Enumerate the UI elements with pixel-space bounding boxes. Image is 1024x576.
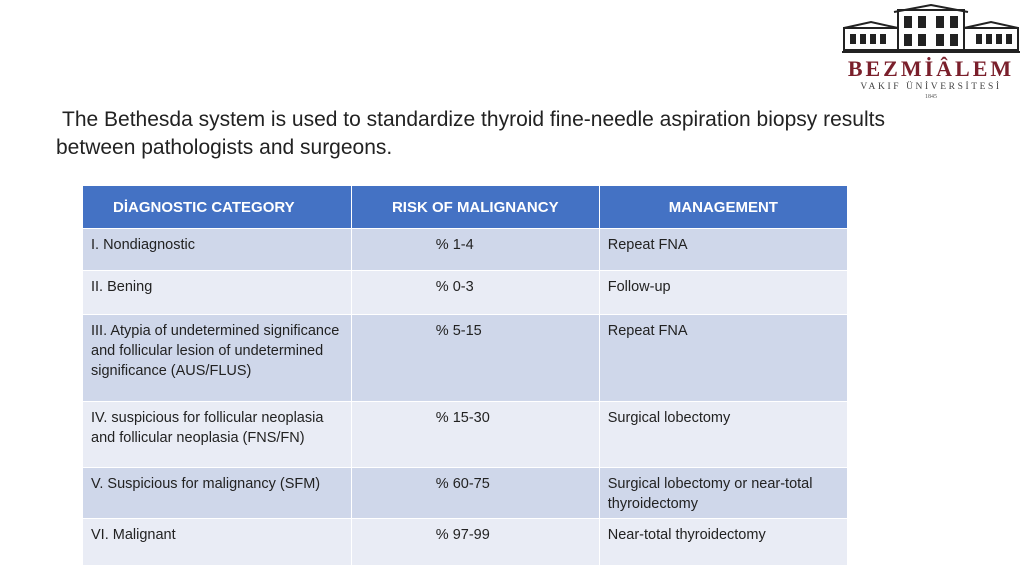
risk-cell: % 1-4 [351,229,599,271]
risk-cell: % 97-99 [351,519,599,565]
table-row [83,402,848,468]
management-cell: Repeat FNA [599,315,847,402]
table-row [83,519,848,565]
university-logo [842,4,1020,102]
management-cell: Near-total thyroidectomy [599,519,847,565]
risk-cell: % 60-75 [351,468,599,519]
management-cell: Repeat FNA [599,229,847,271]
building-icon [842,4,1020,56]
bethesda-table [83,186,848,565]
table-row [83,229,848,271]
category-cell: VI. Malignant [83,519,351,565]
category-cell: IV. suspicious for follicular neoplasia and follicular neoplasia (FNS/FN) [83,402,351,468]
risk-cell: % 5-15 [351,315,599,402]
logo-subtitle: VAKIF ÜNİVERSİTESİ [860,82,1002,92]
category-cell: I. Nondiagnostic [83,229,351,271]
intro-paragraph: The Bethesda system is used to standardize thyroid fine-needle aspiration biopsy results between pathologists and surgeons. [56,108,885,159]
logo-year: 1845 [925,94,937,100]
table-row [83,271,848,315]
management-cell: Surgical lobectomy [599,402,847,468]
management-cell: Follow-up [599,271,847,315]
category-cell: III. Atypia of undetermined significance and follicular lesion of undetermined significance (AUS/FLUS) [83,315,351,402]
header-management: MANAGEMENT [599,186,847,229]
table-row [83,315,848,402]
category-cell: V. Suspicious for malignancy (SFM) [83,468,351,519]
management-cell: Surgical lobectomy or near-total thyroidectomy [599,468,847,519]
header-risk-of-malignancy: RISK OF MALIGNANCY [351,186,599,229]
category-cell: II. Bening [83,271,351,315]
logo-name: BEZMİÂLEM [847,56,1015,81]
table-header-row [83,186,848,229]
table-row [83,468,848,519]
risk-cell: % 0-3 [351,271,599,315]
header-diagnostic-category: DİAGNOSTIC CATEGORY [83,186,351,229]
risk-cell: % 15-30 [351,402,599,468]
